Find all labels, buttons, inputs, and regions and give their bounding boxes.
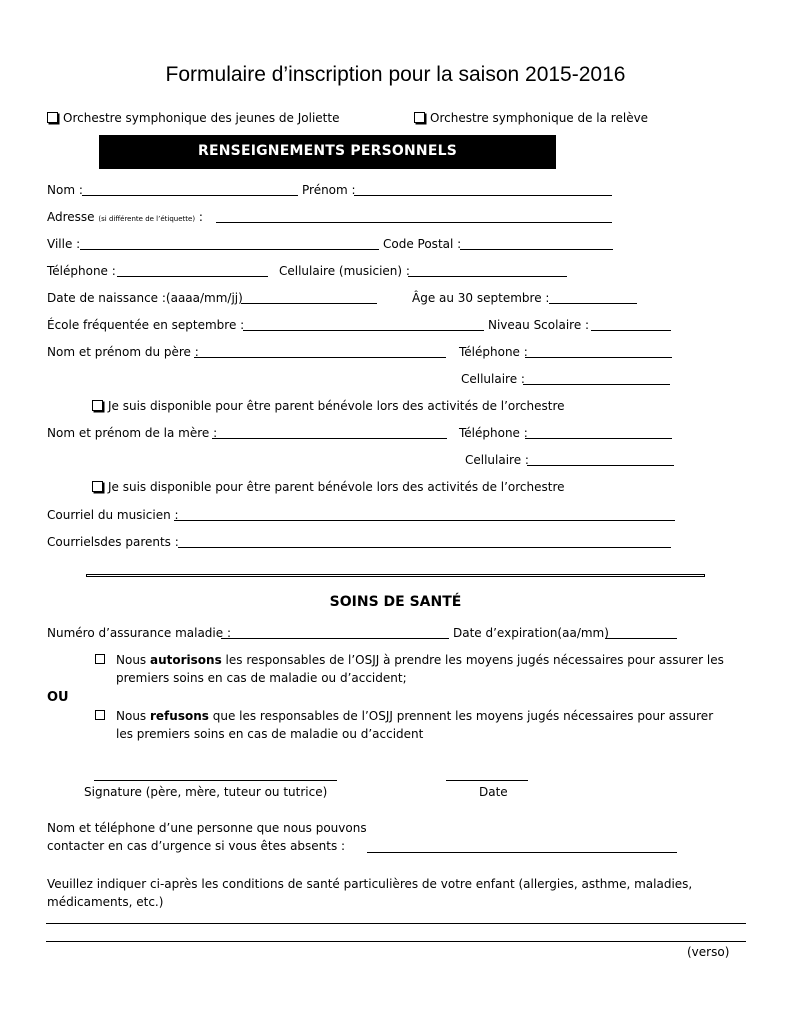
section-divider	[86, 574, 705, 577]
label-date-naissance: Date de naissance :(aaaa/mm/jj)	[47, 291, 243, 305]
field-mere-telephone[interactable]	[525, 438, 672, 439]
field-expiration[interactable]	[605, 638, 677, 639]
label-pere: Nom et prénom du père :	[47, 345, 199, 359]
field-adresse[interactable]	[216, 222, 612, 223]
checkbox-orchestre-jeunes[interactable]	[47, 111, 339, 125]
field-pere-cellulaire[interactable]	[523, 384, 670, 385]
field-urgence[interactable]	[367, 852, 677, 853]
option-label: Orchestre symphonique des jeunes de Joliette	[63, 111, 340, 125]
conditions-text: Veuillez indiquer ci-après les conditions de santé particulières de votre enfant (allergies, asthme, maladies, médicaments, etc.)	[47, 877, 693, 909]
adresse-note: (si différente de l’étiquette)	[98, 215, 196, 223]
section-heading-sante: SOINS DE SANTÉ	[329, 594, 462, 610]
label-ecole: École fréquentée en septembre :	[47, 318, 245, 332]
field-nom[interactable]	[82, 195, 298, 196]
label-nom: Nom :	[47, 183, 83, 197]
checkbox-benevole-mere[interactable]	[92, 480, 565, 494]
field-conditions-line-2[interactable]	[46, 941, 746, 942]
checkbox-autorisons[interactable]	[95, 653, 117, 667]
field-conditions-line-1[interactable]	[46, 923, 746, 924]
label-pere-cellulaire: Cellulaire :	[461, 372, 525, 386]
option-label: Orchestre symphonique de la relève	[430, 111, 649, 125]
field-cellulaire-musicien[interactable]	[408, 276, 567, 277]
label-courriel-parents: Courrielsdes parents :	[47, 535, 179, 549]
label-age: Âge au 30 septembre :	[412, 291, 550, 305]
option-autorisons-text: Nous autorisons les responsables de l’OSJJ à prendre les moyens jugés nécessaires pour assurer les premiers soins en cas de maladie ou d’accident;	[116, 653, 724, 685]
benevole-label: Je suis disponible pour être parent bénévole lors des activités de l’orchestre	[108, 480, 565, 494]
field-code-postal[interactable]	[460, 249, 613, 250]
label-urgence-2: contacter en cas d’urgence si vous êtes absents :	[47, 839, 346, 853]
label-mere: Nom et prénom de la mère :	[47, 426, 218, 440]
field-date-naissance[interactable]	[241, 303, 377, 304]
field-date[interactable]	[446, 780, 528, 781]
field-ville[interactable]	[80, 249, 379, 250]
field-telephone[interactable]	[117, 276, 268, 277]
label-mere-telephone: Téléphone :	[459, 426, 528, 440]
label-courriel-musicien: Courriel du musicien :	[47, 508, 179, 522]
field-mere-cellulaire[interactable]	[527, 465, 674, 466]
label-expiration: Date d’expiration(aa/mm)	[453, 626, 609, 640]
benevole-label: Je suis disponible pour être parent bénévole lors des activités de l’orchestre	[108, 399, 565, 413]
label-niveau: Niveau Scolaire :	[488, 318, 590, 332]
field-ecole[interactable]	[243, 330, 484, 331]
option-refusons-text: Nous refusons que les responsables de l’OSJJ prennent les moyens jugés nécessaires pour assurer les premiers soins en cas de maladie ou d’accident	[116, 709, 714, 741]
label-signature: Signature (père, mère, tuteur ou tutrice)	[84, 785, 328, 799]
label-code-postal: Code Postal :	[383, 237, 462, 251]
ou-label: OU	[47, 690, 69, 705]
verso-note: (verso)	[687, 945, 730, 959]
label-telephone: Téléphone :	[47, 264, 116, 278]
field-courriel-musicien[interactable]	[174, 520, 675, 521]
label-assurance: Numéro d’assurance maladie :	[47, 626, 231, 640]
field-courriel-parents[interactable]	[178, 547, 671, 548]
field-signature[interactable]	[94, 780, 337, 781]
label-prenom: Prénom :	[302, 183, 356, 197]
label-ville: Ville :	[47, 237, 81, 251]
section-banner-personal: RENSEIGNEMENTS PERSONNELS	[99, 135, 556, 169]
field-pere-telephone[interactable]	[525, 357, 672, 358]
checkbox-benevole-pere[interactable]	[92, 399, 565, 413]
label-date: Date	[479, 785, 508, 799]
page-title: Formulaire d’inscription pour la saison 2015-2016	[165, 63, 626, 86]
checkbox-refusons[interactable]	[95, 709, 117, 723]
checkbox-orchestre-releve[interactable]	[414, 111, 648, 125]
field-niveau[interactable]	[591, 330, 671, 331]
field-age[interactable]	[549, 303, 637, 304]
label-adresse: Adresse (si différente de l’étiquette) :	[47, 210, 203, 224]
label-mere-cellulaire: Cellulaire :	[465, 453, 529, 467]
label-urgence-1: Nom et téléphone d’une personne que nous pouvons	[47, 821, 367, 835]
field-mere[interactable]	[212, 438, 447, 439]
field-prenom[interactable]	[354, 195, 612, 196]
label-pere-telephone: Téléphone :	[459, 345, 528, 359]
field-assurance[interactable]	[221, 638, 449, 639]
field-pere[interactable]	[194, 357, 446, 358]
label-cellulaire-musicien: Cellulaire (musicien) :	[279, 264, 410, 278]
